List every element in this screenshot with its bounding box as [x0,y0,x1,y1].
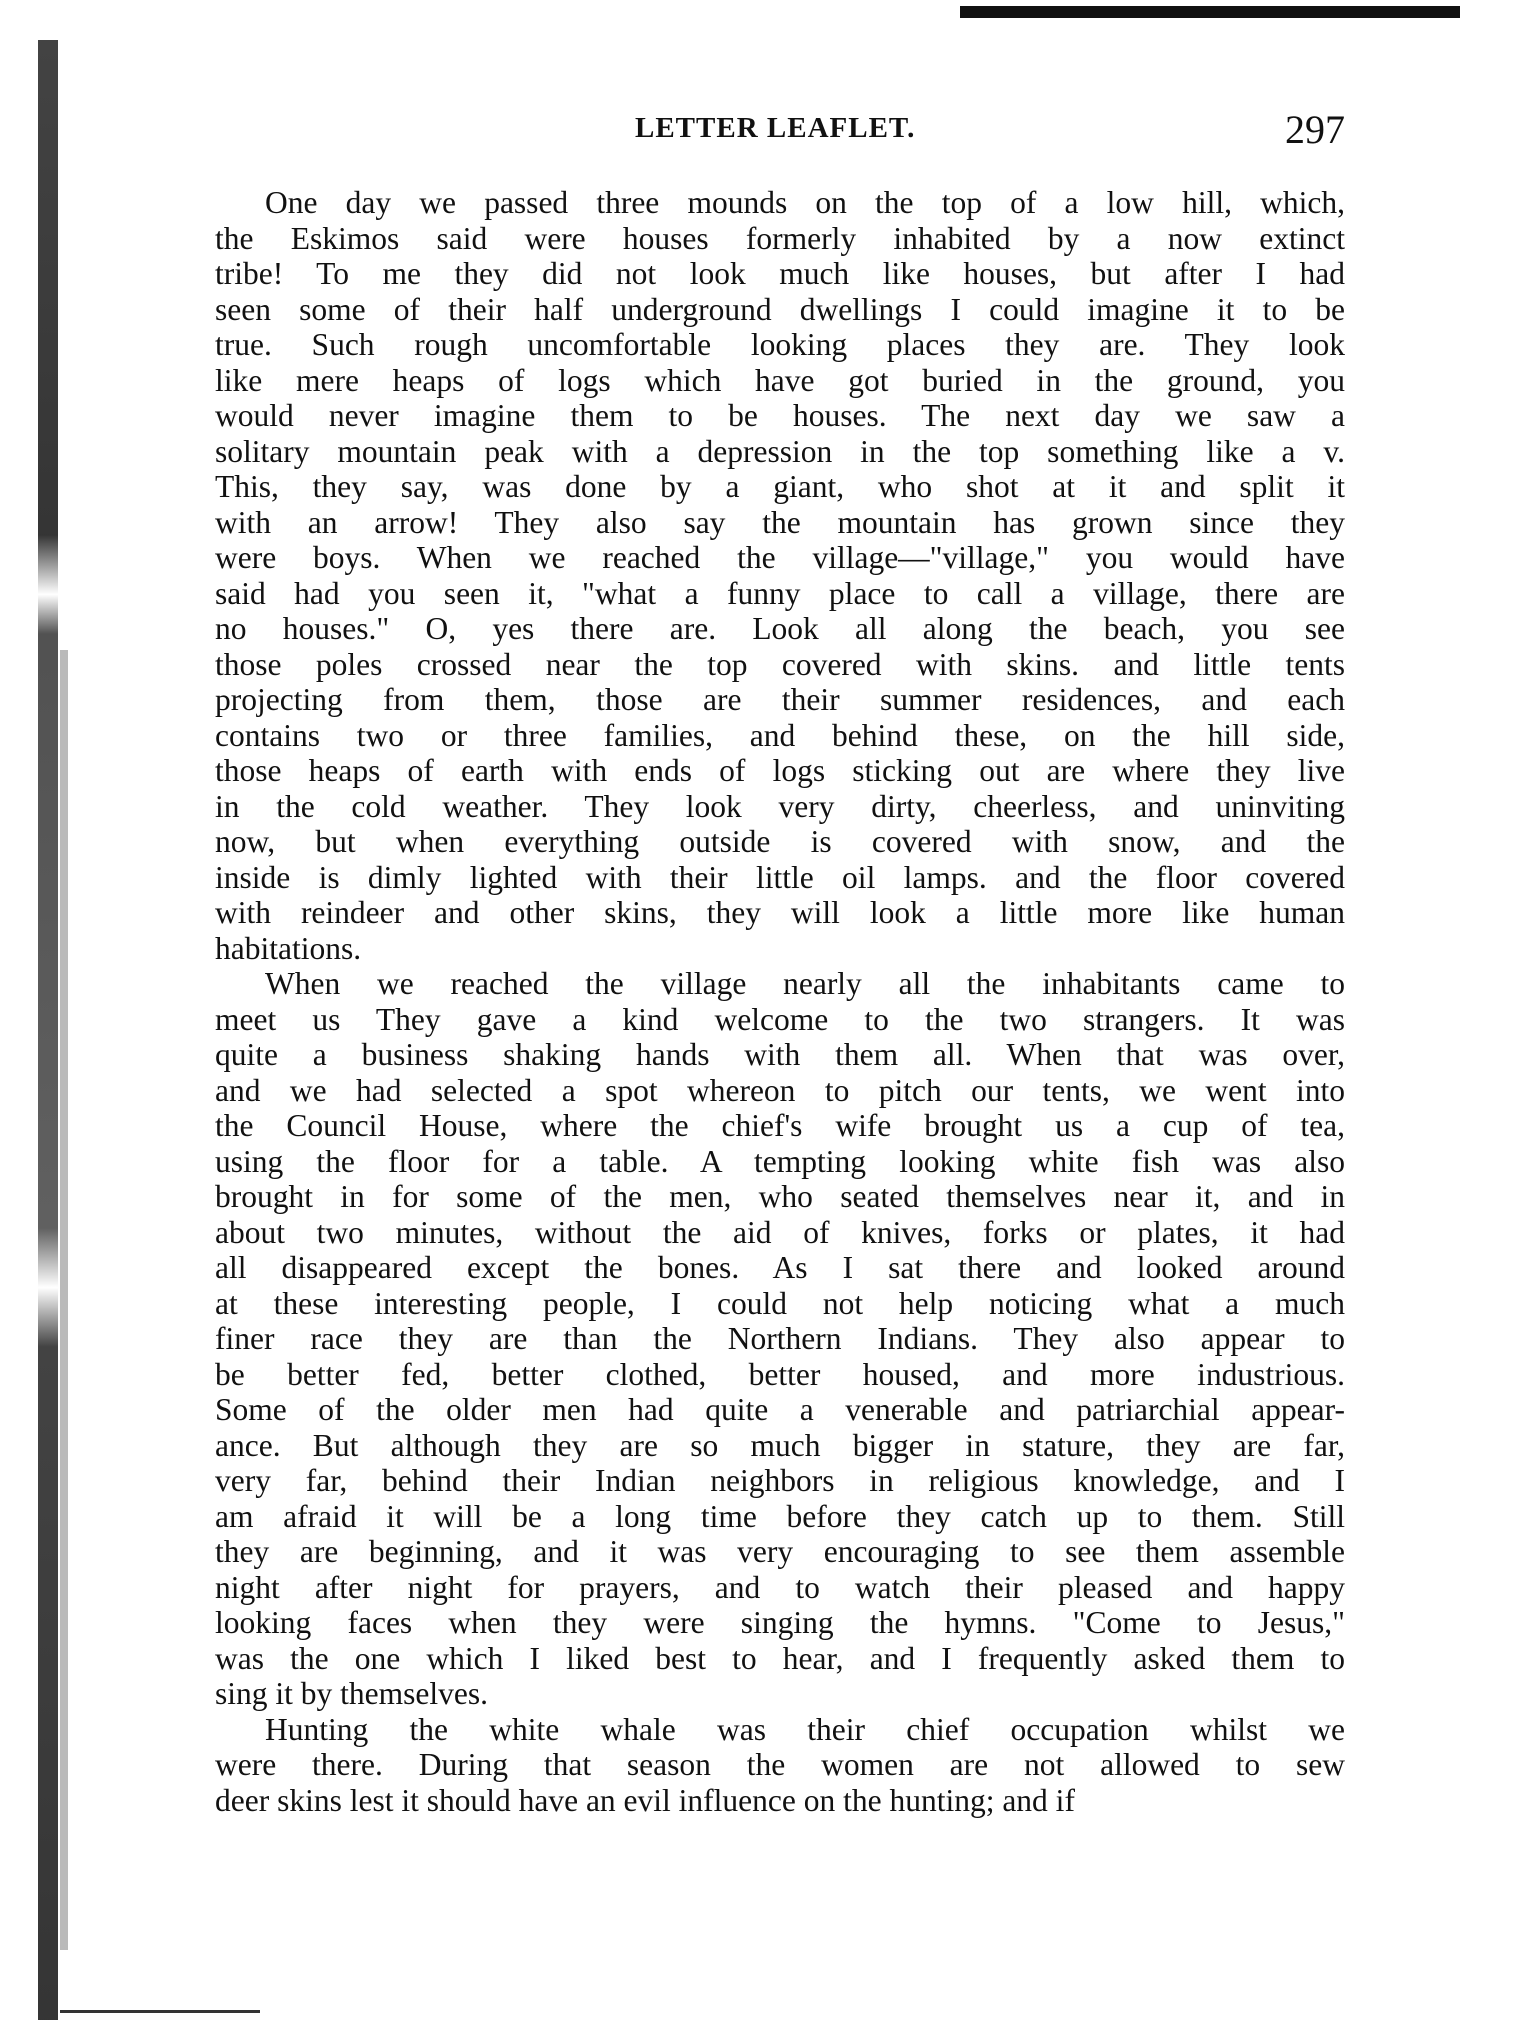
text-line: with an arrow! They also say the mountain has grown since they [215,504,1345,540]
text-line: now, but when everything outside is covered with snow, and the [215,824,1345,859]
scan-edge-left-inner [60,650,68,1950]
text-line: at these interesting people, I could not help noticing what a much [215,1285,1345,1321]
text-line: in the cold weather. They look very dirty, cheerless, and uninviting [215,788,1345,824]
text-line: those heaps of earth with ends of logs sticking out are where they live [215,753,1345,788]
text-line: Hunting the white whale was their chief occupation whilst we [265,1711,1345,1747]
body-text [215,185,1345,1818]
text-line: said had you seen it, "what a funny place to call a village, there are [215,575,1345,611]
text-line: night after night for prayers, and to watch their pleased and happy [215,1569,1345,1605]
text-line: the Council House, where the chief's wife brought us a cup of tea, [215,1108,1345,1143]
text-line: looking faces when they were singing the hymns. "Come to Jesus," [215,1605,1345,1640]
text-line: those poles crossed near the top covered with skins. and little tents [215,646,1345,682]
paragraph [215,1712,1345,1819]
text-line: were boys. When we reached the village—"village," you would have [215,540,1345,575]
text-line: all disappeared except the bones. As I sat there and looked around [215,1250,1345,1285]
text-line: true. Such rough uncomfortable looking places they are. They look [215,327,1345,362]
text-line: quite a business shaking hands with them all. When that was over, [215,1037,1345,1072]
scan-edge-bottom [60,2010,260,2013]
text-line: sing it by themselves. [215,1676,488,1711]
text-line: the Eskimos said were houses formerly inhabited by a now extinct [215,220,1345,256]
text-line: very far, behind their Indian neighbors in religious knowledge, and I [215,1463,1345,1498]
page-number: 297 [1285,107,1345,152]
text-line: using the floor for a table. A tempting looking white fish was also [215,1143,1345,1179]
paragraph [215,185,1345,966]
scan-edge-left [38,40,58,2020]
scan-edge-top [960,6,1460,18]
text-line: finer race they are than the Northern Indians. They also appear to [215,1321,1345,1356]
text-line: they are beginning, and it was very encouraging to see them assemble [215,1534,1345,1569]
text-line: When we reached the village nearly all the inhabitants came to [265,966,1345,1001]
text-line: would never imagine them to be houses. The next day we saw a [215,398,1345,433]
text-line: seen some of their half underground dwellings I could imagine it to be [215,291,1345,327]
text-line: contains two or three families, and behind these, on the hill side, [215,717,1345,753]
text-line: no houses." O, yes there are. Look all along the beach, you see [215,611,1345,646]
text-line: tribe! To me they did not look much like houses, but after I had [215,256,1345,291]
text-line: like mere heaps of logs which have got buried in the ground, you [215,362,1345,398]
text-line: be better fed, better clothed, better housed, and more industrious. [215,1356,1345,1392]
text-line: am afraid it will be a long time before they catch up to them. Still [215,1498,1345,1534]
text-line: inside is dimly lighted with their little oil lamps. and the floor covered [215,859,1345,895]
text-line: habitations. [215,930,362,966]
text-line: deer skins lest it should have an evil influence on the hunting; and if [215,1782,1075,1818]
text-line: meet us They gave a kind welcome to the two strangers. It was [215,1001,1345,1037]
text-line: solitary mountain peak with a depression in the top something like a v. [215,433,1345,469]
text-line: were there. During that season the women are not allowed to sew [215,1747,1345,1782]
text-line: Some of the older men had quite a venerable and patriarchial appear- [215,1392,1345,1427]
paragraph [215,966,1345,1712]
page-header [215,107,1365,152]
text-line: ance. But although they are so much bigger in stature, they are far, [215,1427,1345,1463]
text-line: with reindeer and other skins, they will look a little more like human [215,895,1345,930]
text-line: This, they say, was done by a giant, who shot at it and split it [215,469,1345,504]
text-line: about two minutes, without the aid of knives, forks or plates, it had [215,1214,1345,1250]
text-line: One day we passed three mounds on the top of a low hill, which, [265,185,1345,220]
text-line: brought in for some of the men, who seated themselves near it, and in [215,1179,1345,1214]
running-head: LETTER LEAFLET. [635,112,916,144]
text-line: projecting from them, those are their summer residences, and each [215,682,1345,717]
text-line: was the one which I liked best to hear, and I frequently asked them to [215,1640,1345,1676]
text-line: and we had selected a spot whereon to pitch our tents, we went into [215,1072,1345,1108]
